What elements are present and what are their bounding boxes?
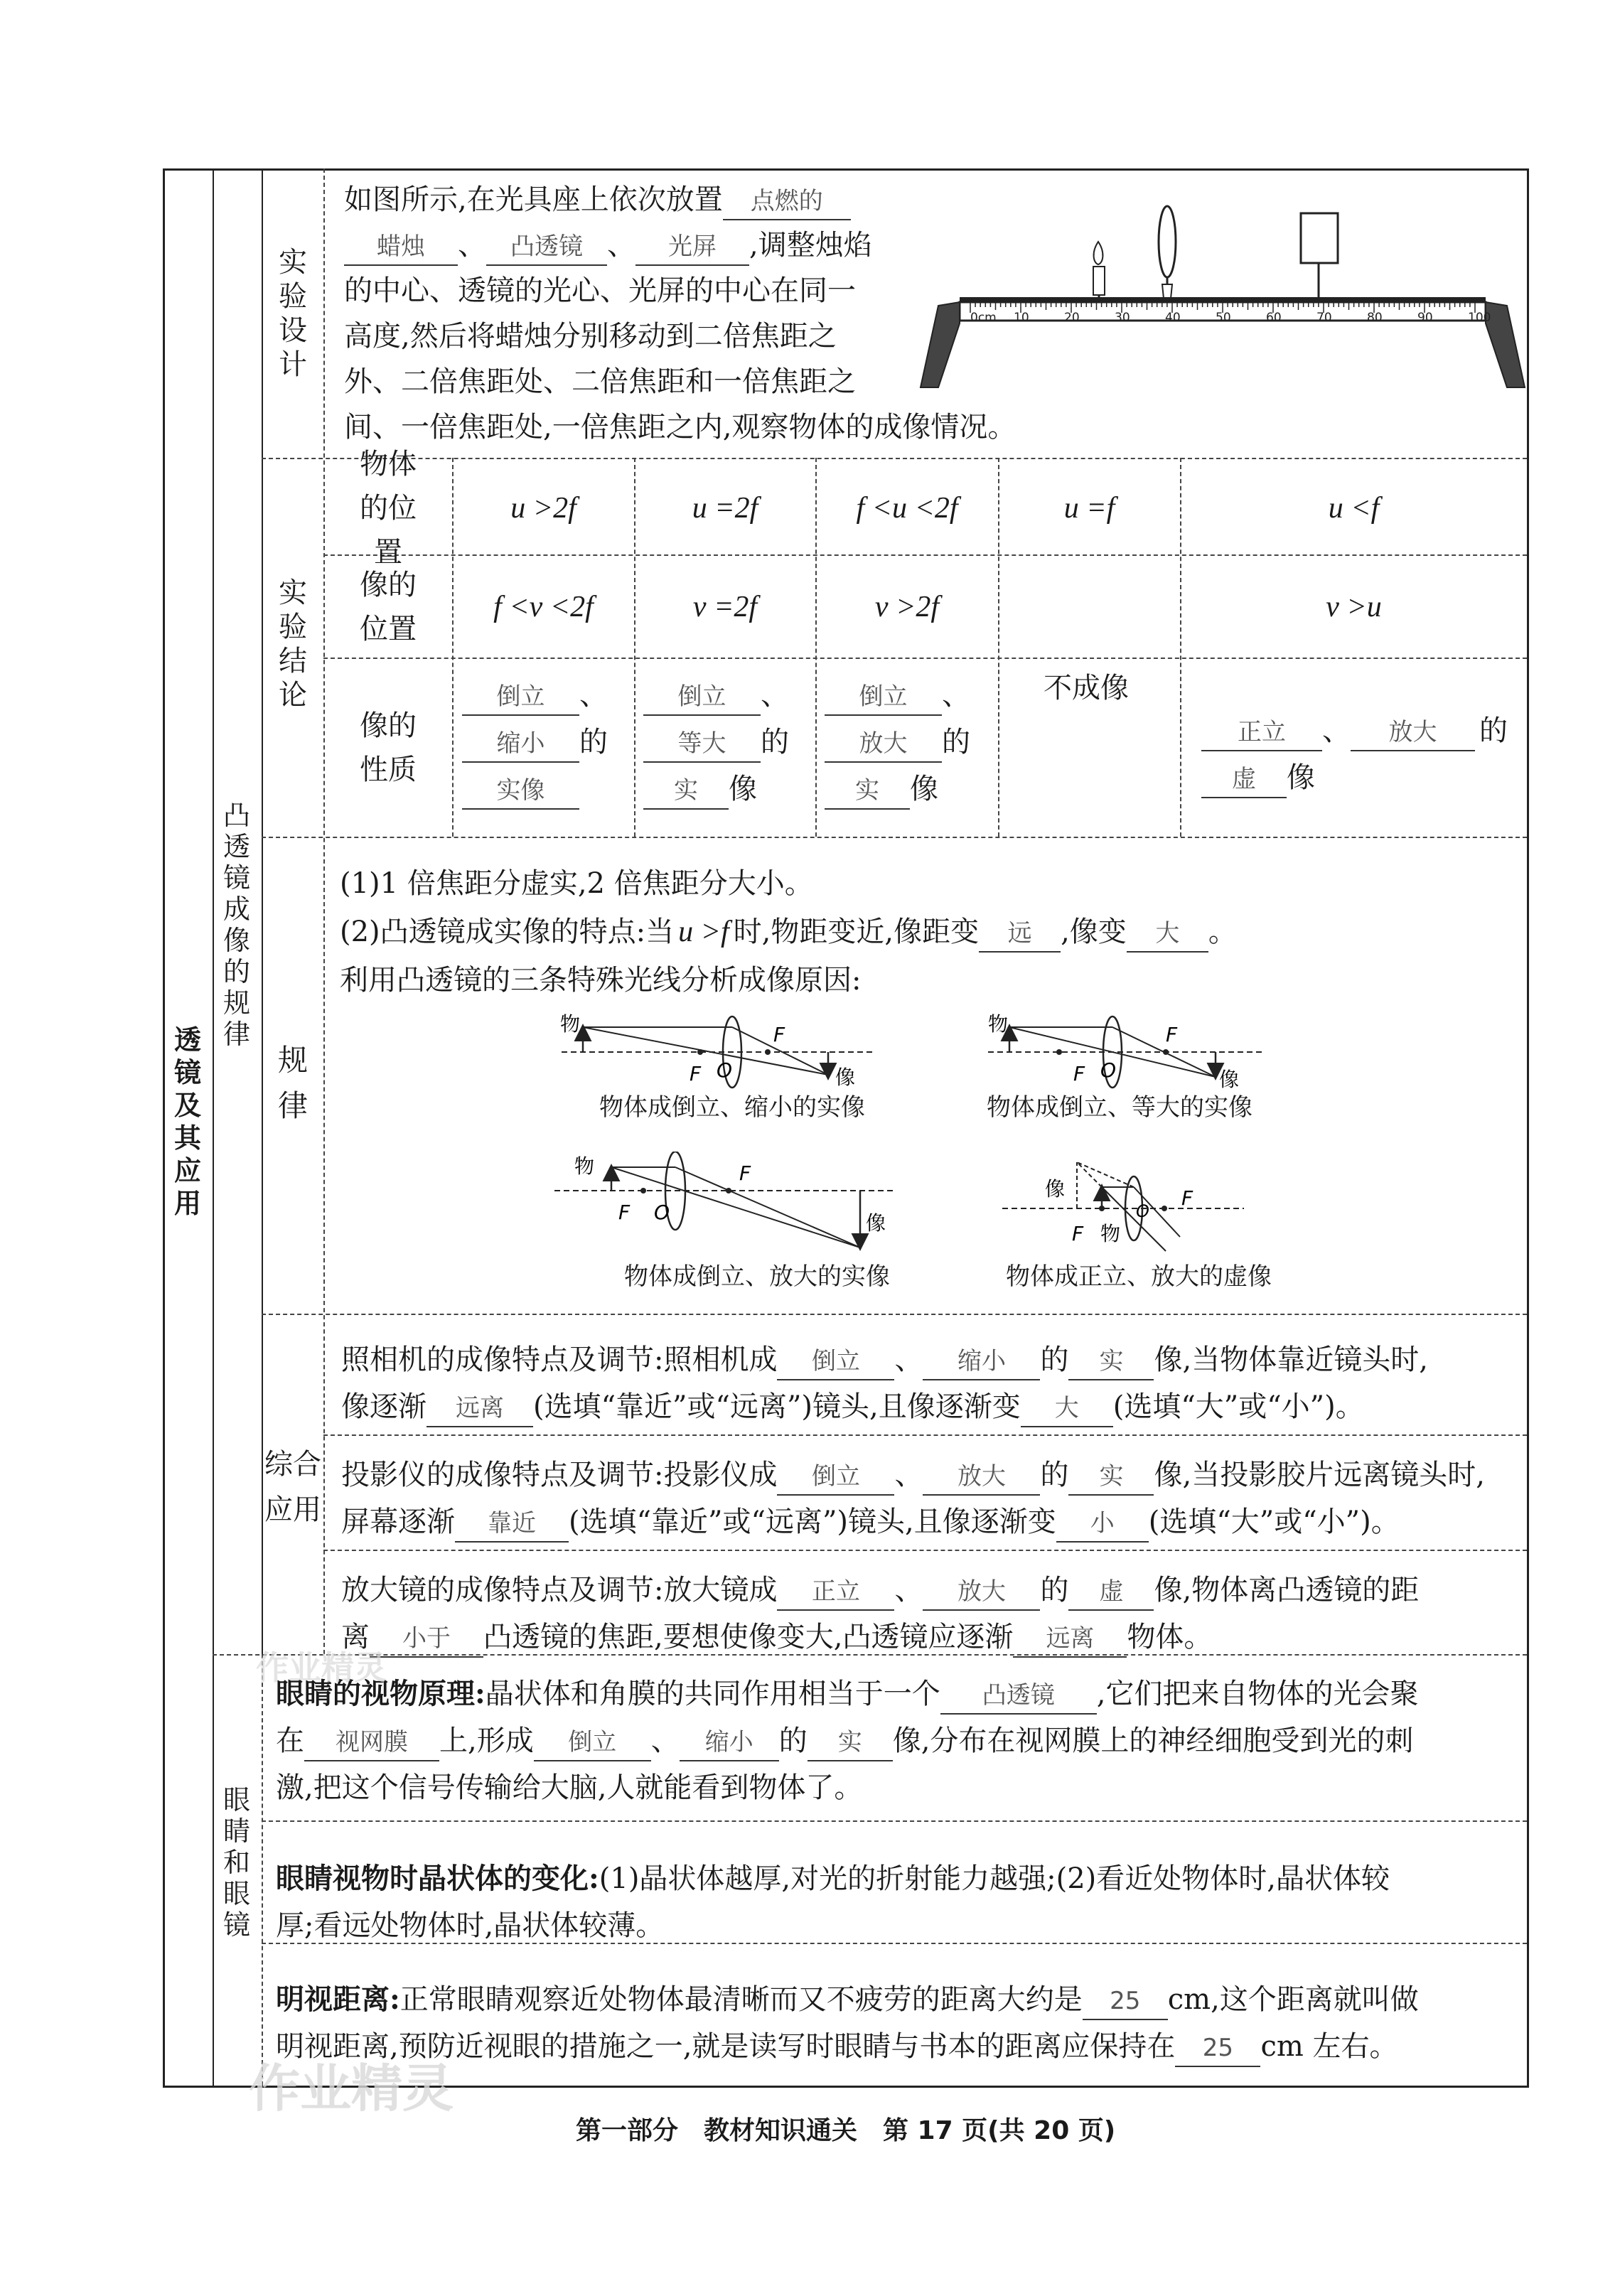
bench-tick-label: 20 xyxy=(1064,311,1080,325)
d2-center: O xyxy=(1100,1058,1117,1082)
camera-fill-5: 大 xyxy=(1021,1390,1113,1427)
magnifier-mid: 的 xyxy=(1040,1574,1069,1606)
sep-1: 、 xyxy=(458,229,486,262)
d1-image: 像 xyxy=(835,1066,856,1089)
page-footer: 第一部分 教材知识通关 第 17 页(共 20 页) xyxy=(576,2116,1116,2145)
fill-lens: 凸透镜 xyxy=(486,229,607,266)
eye-p1-sep: 、 xyxy=(650,1724,680,1757)
img-pos-2: v =2f xyxy=(692,590,758,623)
design-line-6: 间、一倍焦距处,一倍焦距之内,观察物体的成像情况。 xyxy=(344,411,1016,444)
magnifier-pre: 放大镜的成像特点及调节:放大镜成 xyxy=(341,1574,778,1606)
table-border-top xyxy=(163,168,1528,171)
sep-app-2 xyxy=(323,1550,1527,1551)
eye-p3-a: 正常眼睛观察近处物体最清晰而又不疲劳的距离大约是 xyxy=(399,1983,1083,2016)
candle-shape xyxy=(1093,267,1105,295)
rule2-end: 。 xyxy=(1208,916,1237,948)
eye-p1-line-1 xyxy=(276,1670,1418,1717)
projector-fill-1: 倒立 xyxy=(777,1459,894,1496)
obj-pos-3: f <u <2f xyxy=(856,492,958,525)
projector-fill-4: 靠近 xyxy=(455,1506,569,1543)
eye-p1-line-3: 激,把这个信号传输给大脑,人就能看到物体了。 xyxy=(276,1771,863,1804)
projector-fill-3: 实 xyxy=(1068,1459,1154,1496)
fill-candle-b: 蜡烛 xyxy=(344,229,458,266)
magnifier-l2-end: 物体。 xyxy=(1127,1621,1213,1653)
prop1-c: 实像 xyxy=(462,773,579,810)
d4-center: O xyxy=(1136,1201,1149,1221)
prop3-end: 像 xyxy=(910,773,938,805)
virt-a: 正立 xyxy=(1201,714,1322,751)
prop2-end: 像 xyxy=(729,773,757,805)
table-border-left xyxy=(163,168,165,2088)
camera-fill-3: 实 xyxy=(1068,1343,1154,1380)
prop-cell-1: 倒立 、 缩小 的 实像 xyxy=(462,672,633,812)
vline-label-col xyxy=(323,168,325,1654)
design-line-2 xyxy=(344,222,872,269)
d2-object: 物 xyxy=(988,1012,1009,1036)
rule-1: (1)1 倍焦距分虚实,2 倍焦距分大小。 xyxy=(340,867,813,900)
virt-mid: 的 xyxy=(1479,714,1508,747)
d1-focus: F xyxy=(690,1062,702,1085)
d1-focus-r: F xyxy=(773,1023,785,1046)
rule2-mid: 时,物距变近,像距变 xyxy=(733,916,980,948)
d2-focus-r: F xyxy=(1166,1023,1178,1046)
eye-p2-line-2: 厚;看远处物体时,晶状体较薄。 xyxy=(276,1909,665,1942)
sep-2: 、 xyxy=(607,229,635,262)
ray-diagram-4 xyxy=(995,1152,1251,1258)
ray-diagram-3 xyxy=(547,1152,903,1258)
sep-rules xyxy=(262,1314,1527,1315)
bench-tick-label: 10 xyxy=(1014,311,1029,325)
eye-fill-retina: 视网膜 xyxy=(304,1724,439,1761)
caption-3: 物体成倒立、放大的实像 xyxy=(624,1262,890,1291)
camera-l2-end: (选填“大”或“小”)。 xyxy=(1112,1390,1364,1423)
eye-p1-d: 上,形成 xyxy=(439,1724,534,1757)
vline-eye-label xyxy=(262,1654,263,2086)
prop3-mid: 的 xyxy=(942,726,970,758)
magnifier-line-2 xyxy=(341,1614,1212,1661)
prop-cell-2: 倒立 、 等大 的 实 像 xyxy=(643,672,814,812)
magnifier-line-1 xyxy=(341,1567,1419,1614)
eye-fill-reduced: 缩小 xyxy=(680,1724,779,1761)
camera-line-1 xyxy=(341,1336,1428,1383)
projector-sep: 、 xyxy=(894,1459,923,1491)
virt-end: 像 xyxy=(1287,761,1315,794)
magnifier-l2-pre: 离 xyxy=(341,1621,370,1653)
img-pos-3: v >2f xyxy=(874,590,940,623)
design-text-1: 如图所示,在光具座上依次放置 xyxy=(344,183,723,216)
prop-cell-3: 倒立 、 放大 的 实 像 xyxy=(825,672,995,812)
design-line-4: 高度,然后将蜡烛分别移动到二倍焦距之 xyxy=(344,320,837,353)
side-title: 透镜及其应用 xyxy=(173,1024,201,1219)
sep-conclusion xyxy=(262,837,1527,838)
bench-tick-label: 100 xyxy=(1468,311,1491,325)
projector-mid: 的 xyxy=(1040,1459,1069,1491)
eye-p3-c: 明视距离,预防近视眼的措施之一,就是读写时眼睛与书本的距离应保持在 xyxy=(276,2030,1176,2063)
eye-p3-line-1 xyxy=(276,1976,1419,2023)
d3-object: 物 xyxy=(574,1154,595,1178)
design-label: 实验设计 xyxy=(279,246,307,381)
application-label-text: 综合应用 xyxy=(264,1448,321,1526)
caption-2: 物体成倒立、等大的实像 xyxy=(987,1093,1252,1122)
design-line-5: 外、二倍焦距处、二倍焦距和一倍焦距之 xyxy=(344,365,856,398)
section-eye-label: 眼睛和眼镜 xyxy=(222,1784,250,1941)
eye-fill-25b: 25 xyxy=(1175,2030,1260,2067)
section-convex-label: 凸透镜成像的规律 xyxy=(222,800,250,1050)
prop1-b: 缩小 xyxy=(462,726,579,763)
row-label-image xyxy=(324,556,452,658)
prop3-b: 放大 xyxy=(825,726,942,763)
eye-p3-d: cm 左右。 xyxy=(1260,2030,1398,2063)
caption-1: 物体成倒立、缩小的实像 xyxy=(599,1093,865,1122)
camera-line-2 xyxy=(341,1383,1364,1430)
bench-tick-label: 40 xyxy=(1165,311,1181,325)
d4-object: 物 xyxy=(1100,1222,1121,1245)
eye-fill-25a: 25 xyxy=(1083,1983,1168,2020)
eye-p1-b: ,它们把来自物体的光会聚 xyxy=(1096,1678,1419,1710)
projector-l2-pre: 屏幕逐渐 xyxy=(341,1506,455,1538)
d3-image: 像 xyxy=(866,1211,886,1235)
design-line-1 xyxy=(344,176,851,223)
camera-fill-4: 远离 xyxy=(427,1390,533,1427)
caption-4: 物体成正立、放大的虚像 xyxy=(1006,1262,1272,1291)
projector-l2-mid: (选填“靠近”或“远离”)镜头,且像逐渐变 xyxy=(569,1506,1056,1538)
d4-focus: F xyxy=(1072,1222,1084,1245)
obj-pos-4: u =f xyxy=(1063,492,1115,525)
bench-tick-label: 0cm xyxy=(970,311,997,325)
obj-pos-1: u >2f xyxy=(510,492,576,525)
flame-shape xyxy=(1094,242,1103,264)
magnifier-fill-2: 放大 xyxy=(923,1574,1040,1611)
eye-p1-e: 的 xyxy=(778,1724,808,1757)
d3-focus: F xyxy=(618,1201,631,1224)
bench-tick-label: 90 xyxy=(1417,311,1433,325)
no-image-cell: 不成像 xyxy=(1044,672,1129,704)
fill-candle-a: 点燃的 xyxy=(723,183,851,220)
bench-tick-label: 80 xyxy=(1367,311,1383,325)
projector-fill-2: 放大 xyxy=(923,1459,1040,1496)
camera-sep: 、 xyxy=(894,1343,923,1376)
eye-fill-lens: 凸透镜 xyxy=(940,1678,1097,1715)
obj-pos-5: u <f xyxy=(1328,492,1380,525)
camera-mid: 的 xyxy=(1040,1343,1069,1376)
camera-fill-1: 倒立 xyxy=(777,1343,894,1380)
row-label-object xyxy=(324,448,452,569)
bench-tick-label: 60 xyxy=(1266,311,1282,325)
prop3-c: 实 xyxy=(825,773,910,810)
row-label-image-text: 像的位置 xyxy=(360,568,417,645)
row-label-property-text: 像的性质 xyxy=(360,709,417,786)
projector-l2-end: (选填“大”或“小”)。 xyxy=(1148,1506,1400,1538)
rule2-fill-big: 大 xyxy=(1127,916,1208,953)
bench-tick-label: 30 xyxy=(1115,311,1130,325)
magnifier-fill-3: 虚 xyxy=(1068,1574,1154,1611)
sep-app-1 xyxy=(323,1434,1527,1436)
prop2-c: 实 xyxy=(643,773,729,810)
eye-fill-real: 实 xyxy=(808,1724,893,1761)
col-line-2 xyxy=(262,168,263,1654)
d2-image: 像 xyxy=(1219,1068,1240,1091)
magnifier-fill-4: 小于 xyxy=(370,1621,483,1658)
eye-p3-b: cm,这个距离就叫做 xyxy=(1167,1983,1419,2016)
camera-fill-2: 缩小 xyxy=(923,1343,1040,1380)
rule2-fill-far: 远 xyxy=(979,916,1061,953)
camera-l2-pre: 像逐渐 xyxy=(341,1390,427,1423)
prop3-a: 倒立 xyxy=(825,679,942,716)
rule-3: 利用凸透镜的三条特殊光线分析成像原因: xyxy=(340,964,862,997)
screen-shape xyxy=(1301,213,1338,263)
magnifier-fill-5: 远离 xyxy=(1013,1621,1127,1658)
projector-pre: 投影仪的成像特点及调节:投影仪成 xyxy=(341,1459,778,1491)
rules-label: 规律 xyxy=(277,1043,308,1123)
d4-image: 像 xyxy=(1045,1177,1066,1201)
projector-line-1 xyxy=(341,1452,1485,1498)
rule2-math: u >f xyxy=(678,916,729,948)
application-label xyxy=(262,1442,324,1533)
d3-center: O xyxy=(654,1201,670,1224)
design-text-2: ,调整烛焰 xyxy=(749,229,872,262)
img-pos-1: f <v <2f xyxy=(493,590,594,623)
img-pos-4: v >u xyxy=(1326,590,1382,623)
camera-post: 像,当物体靠近镜头时, xyxy=(1154,1343,1428,1376)
table-border-right xyxy=(1527,168,1529,2088)
sep-eye-1 xyxy=(262,1820,1527,1822)
eye-fill-inverted: 倒立 xyxy=(534,1724,651,1761)
camera-pre: 照相机的成像特点及调节:照相机成 xyxy=(341,1343,778,1376)
eye-p2-title: 眼睛视物时晶状体的变化: xyxy=(276,1862,599,1895)
d3-focus-r: F xyxy=(739,1162,751,1185)
watermark-2: 作业精灵 xyxy=(249,2058,454,2118)
eye-p2-line-1 xyxy=(276,1855,1390,1902)
d1-object: 物 xyxy=(560,1012,581,1036)
prop1-mid: 的 xyxy=(579,726,608,758)
prop2-b: 等大 xyxy=(643,726,761,763)
conclusion-label: 实验结论 xyxy=(279,576,307,712)
rule-2 xyxy=(340,908,1237,955)
eye-p1-c: 在 xyxy=(276,1724,304,1757)
concl-row-sep-2 xyxy=(323,658,1527,659)
magnifier-l2-mid: 凸透镜的焦距,要想使像变大,凸透镜应逐渐 xyxy=(483,1621,1014,1653)
camera-l2-mid: (选填“靠近”或“远离”)镜头,且像逐渐变 xyxy=(533,1390,1021,1423)
magnifier-sep: 、 xyxy=(894,1574,923,1606)
watermark-1: 作业精灵 xyxy=(256,1648,387,1687)
design-line-3: 的中心、透镜的光心、光屏的中心在同一 xyxy=(344,274,856,307)
sep-design xyxy=(262,458,1527,459)
bench-tick-label: 70 xyxy=(1316,311,1332,325)
prop1-a: 倒立 xyxy=(462,679,579,716)
projector-line-2 xyxy=(341,1498,1400,1545)
d1-center: O xyxy=(717,1058,733,1082)
optical-bench-figure xyxy=(910,199,1535,405)
magnifier-post: 像,物体离凸透镜的距 xyxy=(1154,1574,1420,1606)
prop2-mid: 的 xyxy=(761,726,789,758)
virt-c: 虚 xyxy=(1201,761,1287,798)
virt-b: 放大 xyxy=(1351,714,1475,751)
rule2-mid2: ,像变 xyxy=(1061,916,1127,948)
col-line-1 xyxy=(213,168,214,2088)
projector-fill-5: 小 xyxy=(1056,1506,1149,1543)
row-label-property xyxy=(324,659,452,837)
eye-p1-title: 眼睛的视物原理: xyxy=(276,1677,486,1710)
prop2-a: 倒立 xyxy=(643,679,761,716)
bench-tick-label: 50 xyxy=(1216,311,1231,325)
magnifier-fill-1: 正立 xyxy=(777,1574,894,1611)
d2-focus: F xyxy=(1073,1062,1085,1085)
projector-post: 像,当投影胶片远离镜头时, xyxy=(1154,1459,1485,1491)
d4-focus-r: F xyxy=(1181,1186,1193,1210)
rule2-pre: (2)凸透镜成实像的特点:当 xyxy=(340,916,675,948)
fill-screen: 光屏 xyxy=(635,229,749,266)
virtual-cell: 正立 、 放大 的 虚 像 xyxy=(1201,707,1521,801)
eye-p1-a: 晶状体和角膜的共同作用相当于一个 xyxy=(485,1678,940,1710)
eye-p3-title: 明视距离: xyxy=(276,1983,400,2016)
eye-p1-line-2 xyxy=(276,1717,1413,1764)
row-label-object-text: 物体的位置 xyxy=(360,448,417,569)
obj-pos-2: u =2f xyxy=(692,492,758,525)
eye-p1-g: 像,分布在视网膜上的神经细胞受到光的刺 xyxy=(892,1724,1414,1757)
eye-p2-a: (1)晶状体越厚,对光的折射能力越强;(2)看近处物体时,晶状体较 xyxy=(599,1862,1390,1895)
lens-shape xyxy=(1159,206,1176,277)
